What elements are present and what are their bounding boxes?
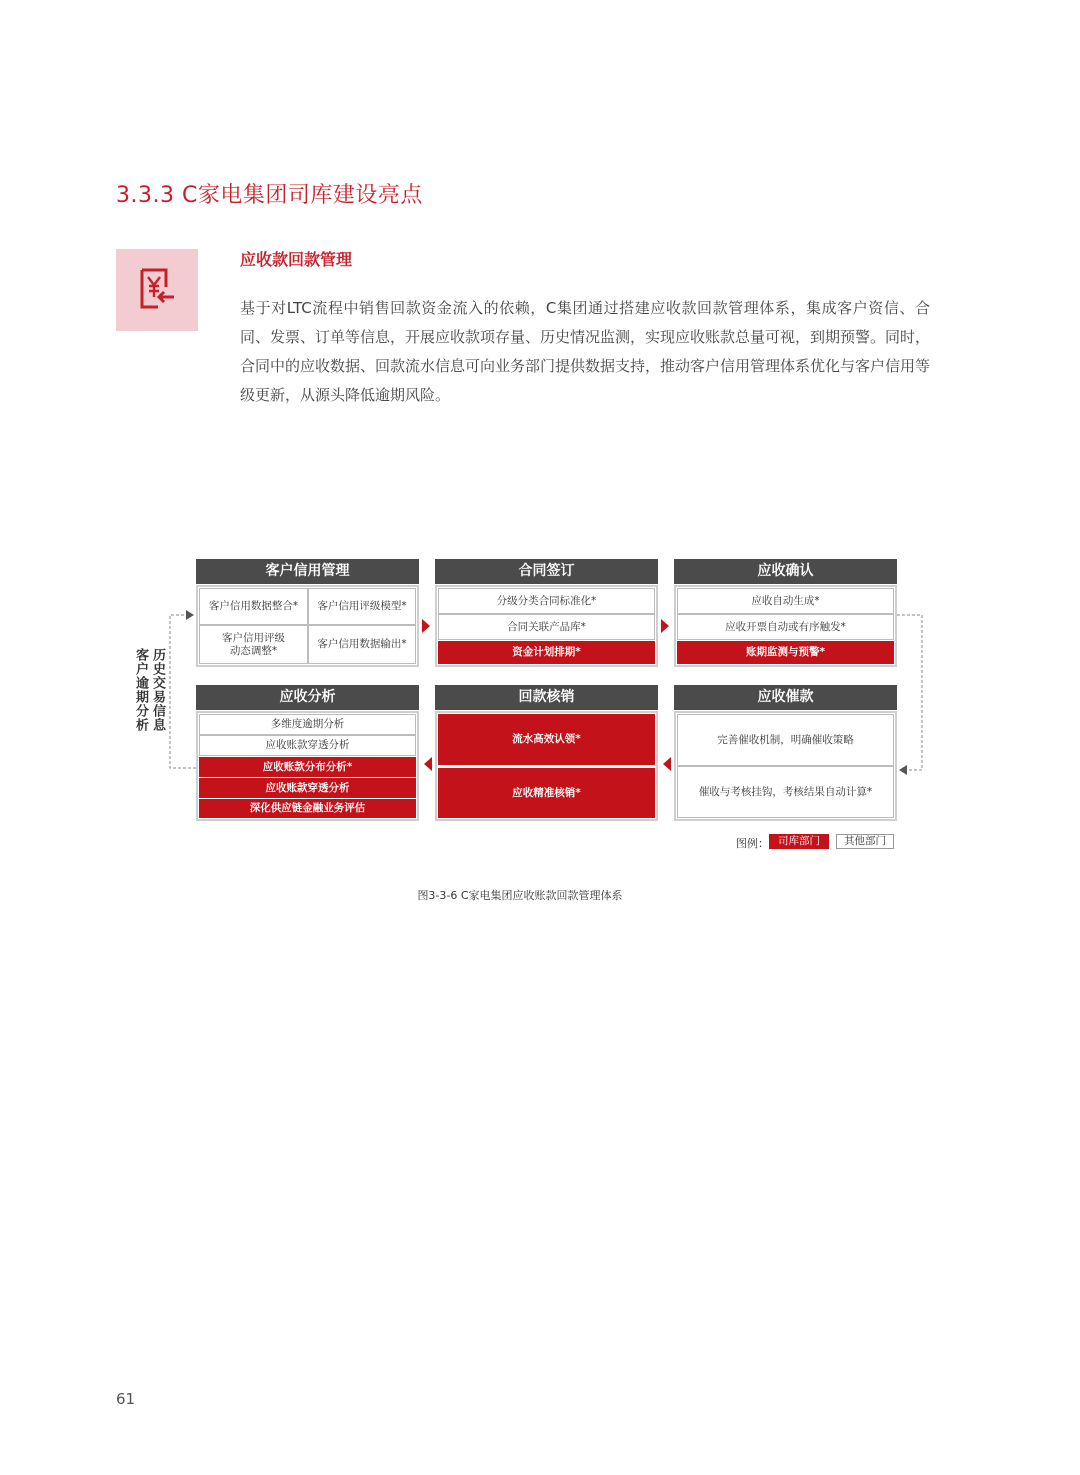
analysis-row: 应收账款分布分析*	[199, 757, 416, 777]
contract-row: 分级分类合同标准化*	[438, 588, 655, 614]
writeoff-row: 流水高效认领*	[438, 714, 655, 765]
arrow-left-icon	[424, 757, 432, 771]
analysis-row: 深化供应链金融业务评估	[199, 799, 416, 818]
arrow-right-icon	[422, 619, 430, 633]
contract-row: 资金计划排期*	[438, 641, 655, 664]
credit-header: 客户信用管理	[196, 559, 419, 584]
credit-cell: 客户信用评级动态调整*	[199, 625, 308, 664]
loop-left-connector	[170, 615, 196, 768]
credit-cell: 客户信用评级模型*	[308, 588, 416, 625]
confirm-row: 应收开票自动或有序触发*	[677, 614, 894, 640]
analysis-header: 应收分析	[196, 685, 419, 710]
arrow-right-icon	[661, 619, 669, 633]
highlight-title: 应收款回款管理	[240, 250, 353, 269]
arrow-left-icon	[899, 765, 907, 775]
collect-row: 催收与考核挂钩，考核结果自动计算*	[677, 766, 894, 818]
contract-header: 合同签订	[435, 559, 658, 584]
page-number: 61	[116, 1390, 136, 1408]
analysis-row: 应收账款穿透分析	[199, 778, 416, 798]
legend-treasury: 司库部门	[769, 834, 829, 849]
side-label-overdue: 客户逾期分析	[133, 648, 148, 732]
highlight-body: 基于对LTC流程中销售回款资金流入的依赖，C集团通过搭建应收款回款管理体系，集成客户资信、合同、发票、订单等信息，开展应收款项存量、历史情况监测，实现应收账款总量可视，到期预警。同时，合同中的应收数据、回款流水信息可向业务部门提供数据支持，推动客户信用管理体系优化与客户信用等级更新，从源头降低逾期风险。	[240, 299, 931, 404]
section-title: 3.3.3 C家电集团司库建设亮点	[116, 183, 423, 208]
confirm-row: 账期监测与预警*	[677, 641, 894, 664]
credit-cell: 客户信用数据输出*	[308, 625, 416, 664]
contract-row: 合同关联产品库*	[438, 614, 655, 640]
arrow-left-icon	[663, 757, 671, 771]
arrow-right-icon	[186, 610, 194, 620]
side-label-history: 历史交易信息	[150, 648, 165, 732]
loop-right-connector	[897, 615, 922, 770]
writeoff-header: 回款核销	[435, 685, 658, 710]
confirm-header: 应收确认	[674, 559, 897, 584]
confirm-row: 应收自动生成*	[677, 588, 894, 614]
analysis-row: 应收账款穿透分析	[199, 735, 416, 756]
collect-row: 完善催收机制，明确催收策略	[677, 714, 894, 766]
legend-label: 图例：	[736, 837, 769, 850]
analysis-row: 多维度逾期分析	[199, 714, 416, 735]
legend-other: 其他部门	[836, 834, 894, 849]
collect-header: 应收催款	[674, 685, 897, 710]
writeoff-row: 应收精准核销*	[438, 768, 655, 818]
credit-cell: 客户信用数据整合*	[199, 588, 308, 625]
figure-caption: 图3-3-6 C家电集团应收账款回款管理体系	[417, 889, 623, 902]
